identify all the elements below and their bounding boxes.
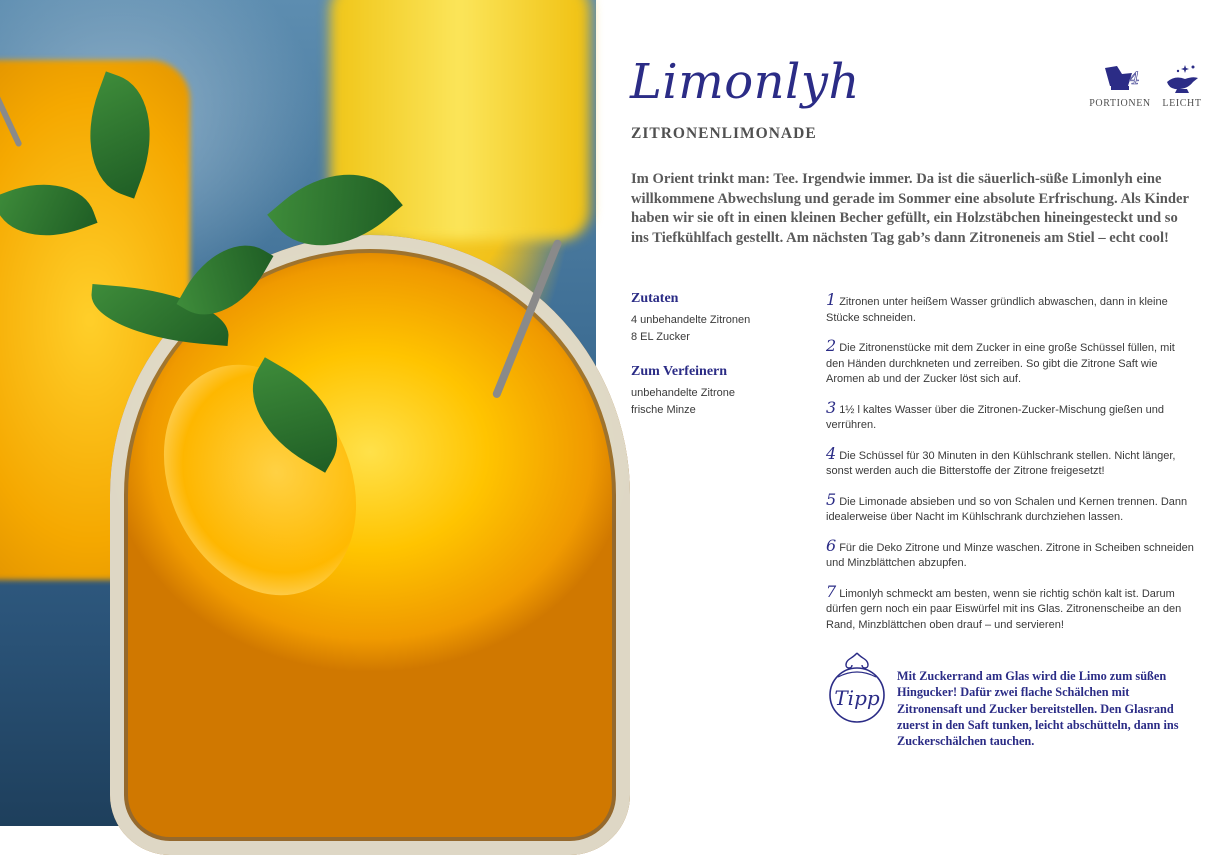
step-item (826, 581, 1194, 634)
ingredient-item: 4 unbehandelte Zitronen (631, 314, 751, 326)
tip-text: Mit Zuckerrand am Glas wird die Limo zum süßen Hingucker! Dafür zwei flache Schälchen mit Zitronensaft und Zucker bereitstellen. Den Glasrand zuerst in den Saft tunken, leicht abschütteln, dann ins Zuckerschälchen tauchen. (897, 669, 1179, 749)
garnish-item: unbehandelte Zitrone (631, 387, 735, 399)
difficulty-label: LEICHT (1162, 98, 1202, 109)
recipe-title: Limonlyh (630, 54, 860, 110)
step-number: 7 (826, 581, 837, 601)
step-number: 3 (826, 397, 837, 417)
step-text: Zitronen unter heißem Wasser gründlich abwaschen, dann in kleine Stücke schneiden. (826, 296, 1168, 324)
garnish-section (631, 363, 801, 418)
portions-number: 4 (1129, 69, 1140, 89)
ingredients-section (631, 290, 801, 345)
step-text: 1½ l kaltes Wasser über die Zitronen-Zucker-Mischung gießen und verrühren. (826, 403, 1165, 431)
magic-lamp-sparkle-icon (1163, 62, 1201, 96)
recipe-intro: Im Orient trinkt man: Tee. Irgendwie immer. Da ist die säuerlich-süße Limonlyh eine willkommene Abwechslung und gerade im Sommer eine absolute Erfrischung. Als Kinder haben wir sie oft in einen kleinen Becher gefüllt, ein Holzstäbchen hineingesteckt und so ins Tiefkühlfach gestellt. Am nächsten Tag gab’s dann Zitroneneis am Stiel – echt cool! (631, 171, 1189, 246)
steps-list (826, 292, 1194, 645)
step-text: Die Zitronenstücke mit dem Zucker in eine große Schüssel füllen, mit den Händen durchkneten und zerreiben. So gibt die Zitrone Saft wie Aromen ab und der Zucker löst sich auf. (826, 342, 1175, 385)
recipe-subtitle: ZITRONENLIMONADE (631, 125, 817, 142)
step-text: Die Schüssel für 30 Minuten in den Kühlschrank stellen. Nicht länger, sonst werden auch die Bitterstoffe der Zitrone freigesetzt! (826, 449, 1176, 477)
step-item (826, 292, 1194, 326)
step-text: Die Limonade absieben und so von Schalen und Kernen trennen. Dann idealerweise über Nacht im Kühlschrank durchziehen lassen. (826, 495, 1188, 523)
ingredients-list (631, 312, 801, 345)
step-number: 4 (826, 443, 837, 463)
step-item (826, 489, 1194, 526)
garnish-list (631, 385, 801, 418)
step-number: 2 (826, 336, 837, 355)
lemonade-photo (0, 0, 596, 826)
step-number: 5 (826, 489, 837, 509)
step-item (826, 443, 1194, 480)
difficulty-meta (1151, 62, 1213, 109)
tip-badge-label: Tipp (834, 686, 880, 710)
step-number: 1 (826, 290, 837, 309)
step-item (826, 338, 1194, 388)
genie-lamp-portions-icon (1102, 62, 1138, 96)
ingredients-column (631, 290, 801, 418)
tip-badge-icon (826, 651, 888, 723)
step-text: Limonlyh schmeckt am besten, wenn sie richtig schön kalt ist. Darum dürfen gern noch ein paar Eiswürfel mit ins Glas. Zitronenscheibe an den Rand, Minzblättchen oben drauf – und servieren! (826, 587, 1182, 631)
portions-meta (1089, 62, 1151, 109)
step-text: Für die Deko Zitrone und Minze waschen. Zitrone in Scheiben schneiden und Minzblättchen abzupfen. (826, 541, 1194, 569)
step-item (826, 397, 1194, 434)
ingredients-heading: Zutaten (631, 291, 679, 306)
step-item (826, 535, 1194, 572)
step-number: 6 (826, 535, 837, 555)
ingredient-item: 8 EL Zucker (631, 330, 690, 343)
garnish-item: frische Minze (631, 403, 696, 416)
garnish-heading: Zum Verfeinern (631, 364, 728, 379)
portions-label: PORTIONEN (1089, 98, 1151, 109)
